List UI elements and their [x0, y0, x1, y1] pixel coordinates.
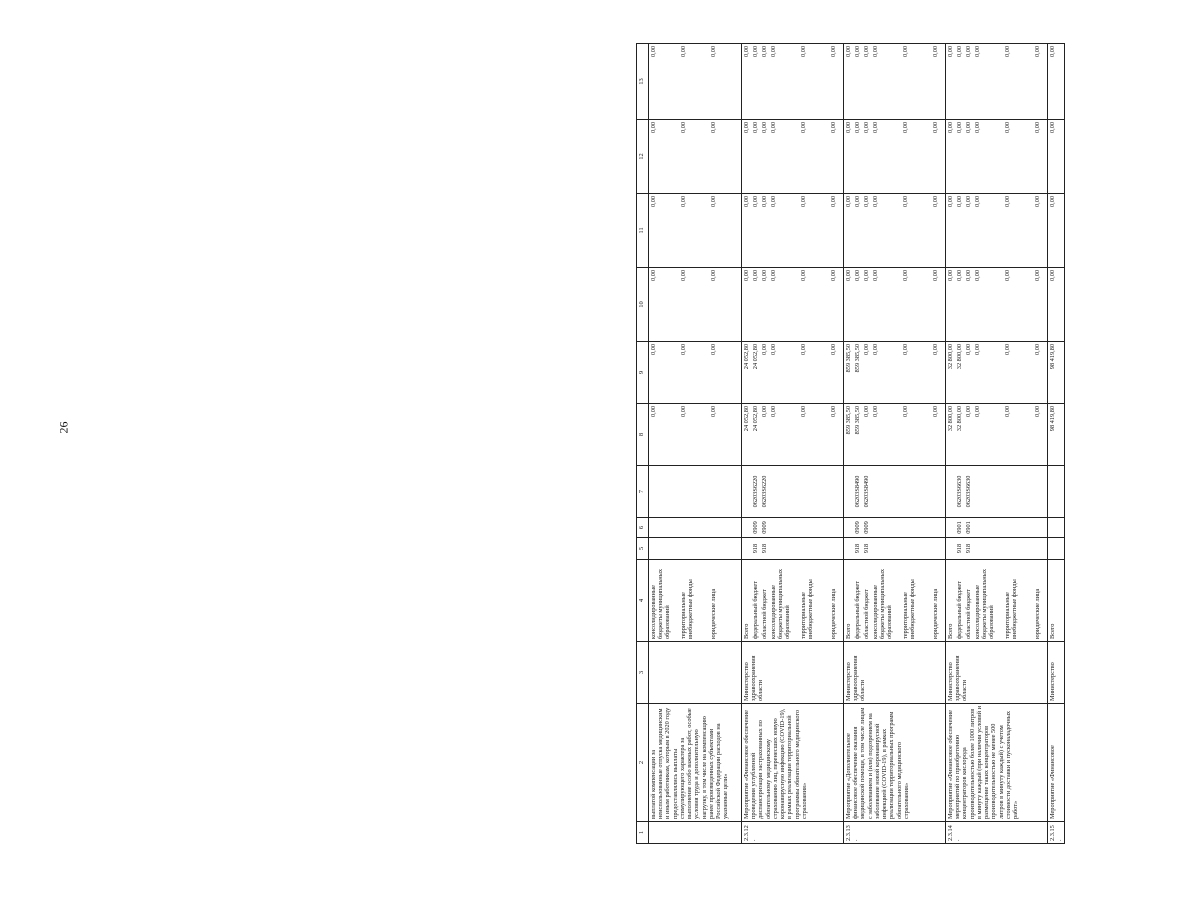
- csr-value: [1004, 468, 1034, 515]
- header-row: [637, 44, 649, 844]
- measure-name-cell: выплатой компенсации за неиспользованные отпуска медицинским и иным работникам, которым в 2020 году предоставлялись выплаты стимулирующего характера за выполнение особо важных работ, особые условия труда и дополнительную нагрузку, в том числе на компенсацию ранее произведенных субъектами Российской Федерации расходов на указанные цели»: [649, 704, 742, 822]
- grbs-value: 918: [863, 543, 870, 554]
- funding-source: юридические лица: [830, 588, 837, 639]
- grbs-cell: [946, 538, 1048, 560]
- column-header: 5: [637, 538, 649, 560]
- amount-value: 0,00: [863, 122, 870, 134]
- row-number-cell: [649, 822, 742, 844]
- csr-value: 06203S8490: [863, 475, 870, 508]
- amount-value: 0,00: [932, 122, 939, 134]
- amount-cell: [946, 268, 1048, 342]
- amount-value: 0,00: [872, 270, 879, 282]
- csr-value: [932, 468, 944, 515]
- csr-value: [872, 468, 902, 515]
- grbs-value: [770, 540, 800, 557]
- csr-value: [800, 468, 830, 515]
- amount-value: 0,00: [974, 270, 981, 282]
- budget-table: [636, 43, 1065, 844]
- csr-value: [743, 468, 752, 515]
- amount-value: 0,00: [902, 122, 909, 134]
- amount-value: 0,00: [974, 344, 981, 356]
- rz-value: 0909: [854, 521, 861, 534]
- grbs-value: 918: [854, 543, 861, 554]
- row-number-cell: 2.3.14.: [946, 822, 1048, 844]
- funding-source: консолидированные бюджеты муниципальных образований: [974, 568, 996, 639]
- amount-value: 0,00: [965, 406, 972, 418]
- amount-value: 0,00: [800, 270, 807, 282]
- amount-value: 0,00: [761, 196, 768, 208]
- column-header: 12: [637, 120, 649, 194]
- rz-value: 0901: [956, 521, 963, 534]
- amount-value: 32 800,00: [956, 406, 963, 432]
- amount-value: 0,00: [770, 406, 777, 418]
- executor-cell: Министерство здравоохранения области: [742, 642, 844, 704]
- amount-value: 24 052,80: [752, 406, 759, 432]
- rz-value: [830, 520, 842, 535]
- funding-source: консолидированные бюджеты муниципальных образований: [872, 568, 894, 639]
- amount-value: 859 385,50: [854, 344, 861, 373]
- amount-value: 0,00: [770, 344, 777, 356]
- table-row-measure: [844, 44, 946, 844]
- amount-value: 0,00: [902, 270, 909, 282]
- amount-cell: [844, 404, 946, 466]
- amount-value: 0,00: [932, 270, 939, 282]
- grbs-value: [800, 540, 830, 557]
- rz-value: [800, 520, 830, 535]
- amount-value: 0,00: [650, 406, 657, 418]
- amount-value: 0,00: [770, 196, 777, 208]
- amount-value: 32 800,00: [947, 406, 954, 432]
- amount-value: 0,00: [947, 270, 954, 282]
- amount-value: 0,00: [1034, 196, 1041, 208]
- rz-cell: [649, 518, 742, 538]
- funding-source: областной бюджет: [863, 589, 870, 639]
- amount-value: 0,00: [752, 122, 759, 134]
- amount-cell: [844, 44, 946, 120]
- executor-cell: Министерство: [1048, 642, 1065, 704]
- csr-value: [974, 468, 1004, 515]
- budget-table-sheet: [636, 44, 1184, 844]
- csr-cell: [742, 466, 844, 518]
- row-number-cell: 2.3.15.: [1048, 822, 1065, 844]
- grbs-value: 918: [965, 543, 972, 554]
- rz-value: [743, 520, 752, 535]
- amount-value: 0,00: [872, 122, 879, 134]
- column-header: 6: [637, 518, 649, 538]
- row-number-cell: 2.3.12.: [742, 822, 844, 844]
- column-header: 10: [637, 268, 649, 342]
- amount-cell: 98 419,80: [1048, 342, 1065, 404]
- funding-source: Всего: [845, 623, 852, 639]
- funding-source: юридические лица: [1034, 588, 1041, 639]
- funding-source-cell: [844, 560, 946, 642]
- amount-value: 0,00: [965, 46, 972, 58]
- amount-value: 859 385,50: [845, 344, 852, 373]
- amount-value: 0,00: [800, 196, 807, 208]
- amount-value: 0,00: [863, 196, 870, 208]
- amount-cell: [742, 44, 844, 120]
- rz-value: 0901: [965, 521, 972, 534]
- amount-value: 0,00: [1034, 406, 1041, 418]
- amount-value: 859 385,50: [845, 406, 852, 435]
- column-header: 11: [637, 194, 649, 268]
- funding-source: территориальные внебюджетные фонды: [1004, 579, 1019, 639]
- amount-cell: [649, 194, 742, 268]
- grbs-cell: [649, 538, 742, 560]
- amount-value: 0,00: [872, 344, 879, 356]
- amount-value: 24 052,80: [743, 406, 750, 432]
- amount-cell: [742, 268, 844, 342]
- csr-cell: [844, 466, 946, 518]
- amount-value: 0,00: [932, 196, 939, 208]
- grbs-value: 918: [956, 543, 963, 554]
- rz-value: [947, 520, 956, 535]
- column-header: 4: [637, 560, 649, 642]
- amount-value: 0,00: [872, 196, 879, 208]
- column-header: 7: [637, 466, 649, 518]
- amount-cell: 0,00: [1048, 44, 1065, 120]
- funding-source-cell: [649, 560, 742, 642]
- grbs-cell: [742, 538, 844, 560]
- amount-cell: [946, 194, 1048, 268]
- amount-value: 0,00: [680, 270, 687, 282]
- amount-value: 0,00: [974, 46, 981, 58]
- amount-value: 0,00: [902, 344, 909, 356]
- amount-value: 0,00: [854, 122, 861, 134]
- amount-value: 0,00: [680, 196, 687, 208]
- amount-value: 0,00: [761, 270, 768, 282]
- funding-source: федеральный бюджет: [854, 581, 861, 639]
- rz-value: [770, 520, 800, 535]
- amount-value: 0,00: [1004, 122, 1011, 134]
- measure-name-cell: Мероприятие «Финансовое: [1048, 704, 1065, 822]
- amount-cell: 0,00: [1048, 268, 1065, 342]
- funding-source: территориальные внебюджетные фонды: [800, 579, 815, 639]
- amount-value: 24 052,80: [743, 344, 750, 370]
- funding-source: юридические лица: [932, 588, 939, 639]
- amount-value: 0,00: [770, 46, 777, 58]
- rz-value: 0909: [761, 521, 768, 534]
- amount-value: 0,00: [956, 196, 963, 208]
- amount-cell: [742, 194, 844, 268]
- amount-value: 0,00: [854, 270, 861, 282]
- funding-source: юридические лица: [710, 588, 717, 639]
- amount-value: 0,00: [770, 270, 777, 282]
- column-header: 1: [637, 822, 649, 844]
- amount-value: 0,00: [932, 46, 939, 58]
- grbs-cell: [1048, 538, 1065, 560]
- rz-value: [1034, 520, 1046, 535]
- csr-value: [845, 468, 854, 515]
- rz-value: 0909: [863, 521, 870, 534]
- amount-cell: [844, 194, 946, 268]
- amount-cell: [844, 120, 946, 194]
- amount-value: 0,00: [710, 122, 717, 134]
- amount-value: 0,00: [965, 122, 972, 134]
- grbs-value: [932, 540, 944, 557]
- amount-value: 0,00: [743, 122, 750, 134]
- executor-cell: Министерство здравоохранения области: [946, 642, 1048, 704]
- amount-value: 0,00: [680, 46, 687, 58]
- amount-value: 0,00: [902, 196, 909, 208]
- rz-value: [872, 520, 902, 535]
- amount-value: 859 385,50: [854, 406, 861, 435]
- amount-value: 0,00: [743, 46, 750, 58]
- csr-value: 06203S6630: [956, 475, 963, 508]
- amount-value: 0,00: [1004, 46, 1011, 58]
- amount-value: 0,00: [830, 270, 837, 282]
- amount-cell: [742, 404, 844, 466]
- column-header: 8: [637, 404, 649, 466]
- table-row-measure: [1048, 44, 1065, 844]
- csr-value: 06203S6630: [965, 475, 972, 508]
- amount-value: 0,00: [650, 270, 657, 282]
- amount-value: 0,00: [650, 122, 657, 134]
- amount-value: 0,00: [710, 406, 717, 418]
- amount-value: 0,00: [650, 196, 657, 208]
- amount-value: 0,00: [863, 406, 870, 418]
- rz-value: [932, 520, 944, 535]
- table-row-measure: [742, 44, 844, 844]
- measure-name-cell: Мероприятие «Финансовое обеспечение проведения углубленной диспансеризации застрахованных по обязательному медицинскому страхованию лиц, перенесших новую коронавирусную инфекцию (COVID-19), в рамках реализации территориальной программы обязательного медицинского страхования»: [742, 704, 844, 822]
- amount-value: 0,00: [932, 344, 939, 356]
- funding-source-cell: [742, 560, 844, 642]
- amount-cell: [649, 120, 742, 194]
- grbs-value: [974, 540, 1004, 557]
- grbs-value: [830, 540, 842, 557]
- amount-value: 0,00: [752, 46, 759, 58]
- funding-source: федеральный бюджет: [956, 581, 963, 639]
- grbs-value: [743, 540, 752, 557]
- amount-value: 24 052,80: [752, 344, 759, 370]
- amount-value: 0,00: [710, 46, 717, 58]
- amount-value: 0,00: [947, 46, 954, 58]
- amount-value: 0,00: [845, 46, 852, 58]
- amount-cell: 0,00: [1048, 120, 1065, 194]
- amount-value: 0,00: [854, 196, 861, 208]
- amount-value: 0,00: [974, 406, 981, 418]
- rz-cell: [844, 518, 946, 538]
- amount-value: 0,00: [932, 406, 939, 418]
- rz-cell: [1048, 518, 1065, 538]
- amount-value: 0,00: [710, 344, 717, 356]
- amount-value: 0,00: [845, 270, 852, 282]
- amount-value: 0,00: [965, 196, 972, 208]
- funding-source: консолидированные бюджеты муниципальных образований: [770, 568, 792, 639]
- funding-source: Всего: [743, 623, 750, 639]
- rz-cell: [946, 518, 1048, 538]
- row-number-cell: 2.3.13.: [844, 822, 946, 844]
- amount-value: 0,00: [863, 344, 870, 356]
- column-header: 9: [637, 342, 649, 404]
- measure-name-cell: Мероприятие «Финансовое обеспечение мероприятий по приобретению концентраторов кислорода производительностью более 1000 литров в минуту каждый (при наличии условий и размещение таких концентраторов производительностью не менее 500 литров в минуту каждый) с учетом стоимости доставки и пусконаладочных работ»: [946, 704, 1048, 822]
- grbs-cell: [844, 538, 946, 560]
- amount-value: 0,00: [965, 344, 972, 356]
- rz-value: [902, 520, 932, 535]
- amount-value: 0,00: [854, 46, 861, 58]
- csr-value: 06203S6220: [761, 475, 768, 508]
- amount-cell: [844, 342, 946, 404]
- amount-cell: [649, 342, 742, 404]
- amount-value: 0,00: [902, 46, 909, 58]
- amount-cell: [946, 342, 1048, 404]
- amount-value: 0,00: [650, 46, 657, 58]
- amount-cell: 0,00: [1048, 194, 1065, 268]
- amount-value: 0,00: [845, 196, 852, 208]
- amount-value: 0,00: [1004, 406, 1011, 418]
- amount-value: 0,00: [800, 344, 807, 356]
- amount-cell: [946, 404, 1048, 466]
- amount-value: 0,00: [830, 196, 837, 208]
- amount-value: 0,00: [872, 46, 879, 58]
- amount-value: 0,00: [965, 270, 972, 282]
- csr-cell: [1048, 466, 1065, 518]
- amount-value: 0,00: [680, 344, 687, 356]
- amount-value: 0,00: [947, 196, 954, 208]
- column-header: 3: [637, 642, 649, 704]
- amount-value: 0,00: [1034, 344, 1041, 356]
- funding-source: консолидированные бюджеты муниципальных образований: [650, 568, 672, 639]
- column-header: 2: [637, 704, 649, 822]
- amount-value: 0,00: [830, 46, 837, 58]
- csr-cell: [649, 466, 742, 518]
- amount-value: 0,00: [863, 270, 870, 282]
- amount-cell: [946, 120, 1048, 194]
- grbs-value: [947, 540, 956, 557]
- funding-source: федеральный бюджет: [752, 581, 759, 639]
- amount-cell: [946, 44, 1048, 120]
- table-row-continuation: [649, 44, 742, 844]
- rz-value: [845, 520, 854, 535]
- amount-value: 0,00: [830, 406, 837, 418]
- funding-source-cell: Всего: [1048, 560, 1065, 642]
- amount-cell: 98 419,80: [1048, 404, 1065, 466]
- amount-value: 0,00: [710, 196, 717, 208]
- amount-value: 0,00: [974, 122, 981, 134]
- grbs-value: [1004, 540, 1034, 557]
- grbs-value: 918: [752, 543, 759, 554]
- csr-value: 06203S8490: [854, 475, 861, 508]
- funding-source: Всего: [947, 623, 954, 639]
- amount-cell: [649, 404, 742, 466]
- amount-cell: [649, 44, 742, 120]
- amount-value: 0,00: [1034, 270, 1041, 282]
- amount-cell: [742, 120, 844, 194]
- amount-value: 0,00: [830, 344, 837, 356]
- grbs-value: [1034, 540, 1046, 557]
- column-header: 13: [637, 44, 649, 120]
- amount-value: 0,00: [956, 270, 963, 282]
- rz-value: 0909: [752, 521, 759, 534]
- amount-value: 0,00: [902, 406, 909, 418]
- amount-value: 0,00: [680, 122, 687, 134]
- amount-value: 0,00: [1004, 344, 1011, 356]
- amount-value: 0,00: [830, 122, 837, 134]
- amount-value: 0,00: [761, 406, 768, 418]
- amount-cell: [742, 342, 844, 404]
- funding-source: областной бюджет: [761, 589, 768, 639]
- csr-value: [1034, 468, 1046, 515]
- grbs-value: 918: [761, 543, 768, 554]
- amount-value: 0,00: [974, 196, 981, 208]
- table-body: [649, 44, 1065, 844]
- rz-value: [974, 520, 1004, 535]
- csr-cell: [946, 466, 1048, 518]
- csr-value: [902, 468, 932, 515]
- table-row-measure: [946, 44, 1048, 844]
- amount-value: 0,00: [863, 46, 870, 58]
- amount-cell: [649, 268, 742, 342]
- grbs-value: [872, 540, 902, 557]
- amount-cell: [844, 268, 946, 342]
- amount-value: 0,00: [680, 406, 687, 418]
- rz-value: [1004, 520, 1034, 535]
- amount-value: 0,00: [1034, 46, 1041, 58]
- amount-value: 0,00: [1004, 196, 1011, 208]
- amount-value: 0,00: [956, 46, 963, 58]
- executor-cell: Министерство здравоохранения области: [844, 642, 946, 704]
- funding-source: областной бюджет: [965, 589, 972, 639]
- csr-value: [770, 468, 800, 515]
- rz-cell: [742, 518, 844, 538]
- amount-value: 0,00: [710, 270, 717, 282]
- csr-value: [830, 468, 842, 515]
- amount-value: 0,00: [956, 122, 963, 134]
- amount-value: 0,00: [761, 344, 768, 356]
- amount-value: 0,00: [947, 122, 954, 134]
- funding-source: территориальные внебюджетные фонды: [902, 579, 917, 639]
- amount-value: 0,00: [1034, 122, 1041, 134]
- amount-value: 0,00: [770, 122, 777, 134]
- amount-value: 0,00: [872, 406, 879, 418]
- measure-name-cell: Мероприятие «Дополнительное финансовое обеспечение оказания медицинской помощи, в том числе лицам с заболеванием и (или) подозрением на заболевание новой коронавирусной инфекцией (COVID-19), в рамках реализации территориальных программ обязательного медицинского страхования»: [844, 704, 946, 822]
- amount-value: 0,00: [800, 406, 807, 418]
- amount-value: 0,00: [1004, 270, 1011, 282]
- amount-value: 0,00: [752, 196, 759, 208]
- amount-value: 0,00: [800, 122, 807, 134]
- amount-value: 0,00: [761, 122, 768, 134]
- executor-cell: [649, 642, 742, 704]
- page-number: 26: [56, 421, 71, 434]
- amount-value: 0,00: [845, 122, 852, 134]
- funding-source: территориальные внебюджетные фонды: [680, 579, 695, 639]
- amount-value: 0,00: [752, 270, 759, 282]
- csr-value: [947, 468, 956, 515]
- funding-source-cell: [946, 560, 1048, 642]
- grbs-value: [902, 540, 932, 557]
- amount-value: 32 800,00: [947, 344, 954, 370]
- amount-value: 0,00: [743, 196, 750, 208]
- amount-value: 32 800,00: [956, 344, 963, 370]
- csr-value: 06203S6220: [752, 475, 759, 508]
- grbs-value: [845, 540, 854, 557]
- amount-value: 0,00: [800, 46, 807, 58]
- amount-value: 0,00: [761, 46, 768, 58]
- amount-value: 0,00: [650, 344, 657, 356]
- amount-value: 0,00: [743, 270, 750, 282]
